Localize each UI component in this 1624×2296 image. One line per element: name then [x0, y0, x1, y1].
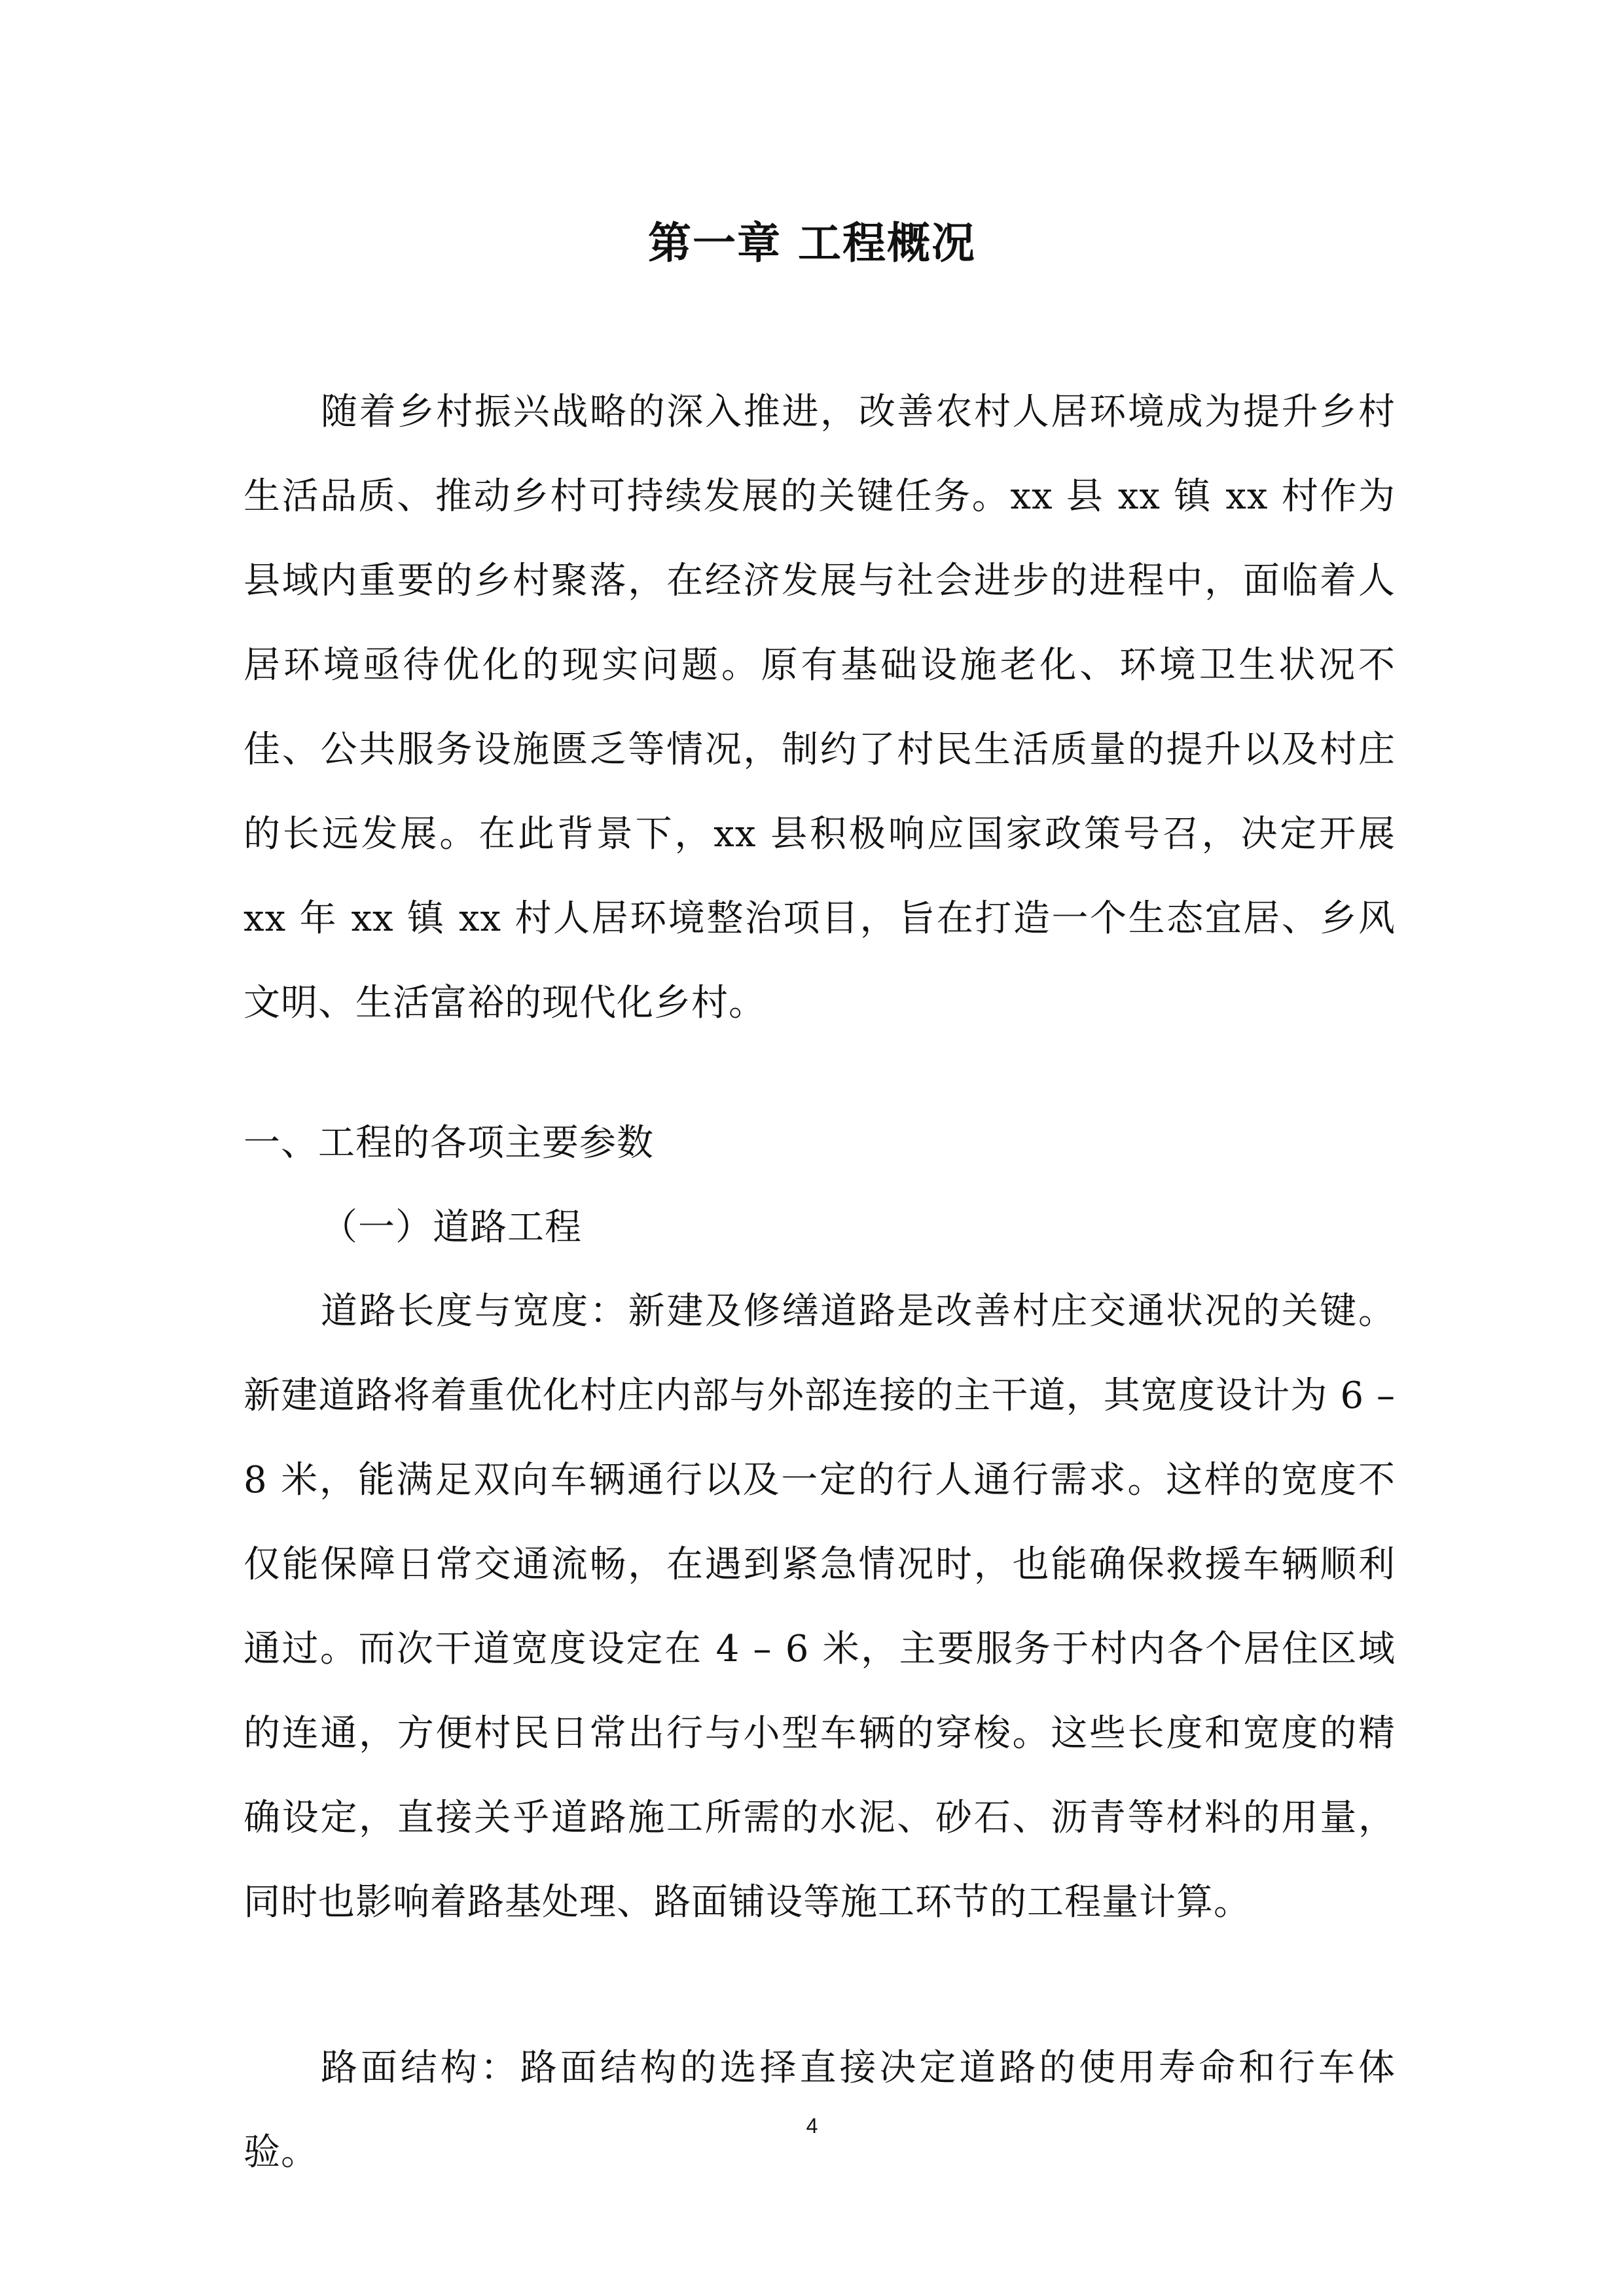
- chapter-title: 第一章 工程概况: [648, 217, 976, 268]
- pavement-paragraph: 路面结构：路面结构的选择直接决定道路的使用寿命和行车体验。: [244, 2047, 1396, 2174]
- road-paragraph: 道路长度与宽度：新建及修缮道路是改善村庄交通状况的关键。新建道路将着重优化村庄内部与外部连接的主干道，其宽度设计为 6 – 8 米，能满足双向车辆通行以及一定的行人通行需求。这样的宽度不仅能保障日常交通流畅，在遇到紧急情况时，也能确保救援车辆顺利通过。而次干道宽度设定在 4 – 6 米，主要服务于村内各个居住区域的连通，方便村民日常出行与小型车辆的穿梭。这些长度和宽度的精确设定，直接关乎道路施工所需的水泥、砂石、沥青等材料的用量，同时也影响着路基处理、路面铺设等施工环节的工程量计算。: [244, 1290, 1396, 1924]
- intro-paragraph: 随着乡村振兴战略的深入推进，改善农村人居环境成为提升乡村生活品质、推动乡村可持续发展的关键任务。xx 县 xx 镇 xx 村作为县域内重要的乡村聚落，在经济发展与社会进步的进程中，面临着人居环境亟待优化的现实问题。原有基础设施老化、环境卫生状况不佳、公共服务设施匮乏等情况，制约了村民生活质量的提升以及村庄的长远发展。在此背景下，xx 县积极响应国家政策号召，决定开展 xx 年 xx 镇 xx 村人居环境整治项目，旨在打造一个生态宜居、乡风文明、生活富裕的现代化乡村。: [244, 391, 1396, 1024]
- subsection-heading: （一）道路工程: [321, 1206, 582, 1249]
- section-heading: 一、工程的各项主要参数: [244, 1122, 654, 1164]
- page-number: 4: [806, 2114, 818, 2138]
